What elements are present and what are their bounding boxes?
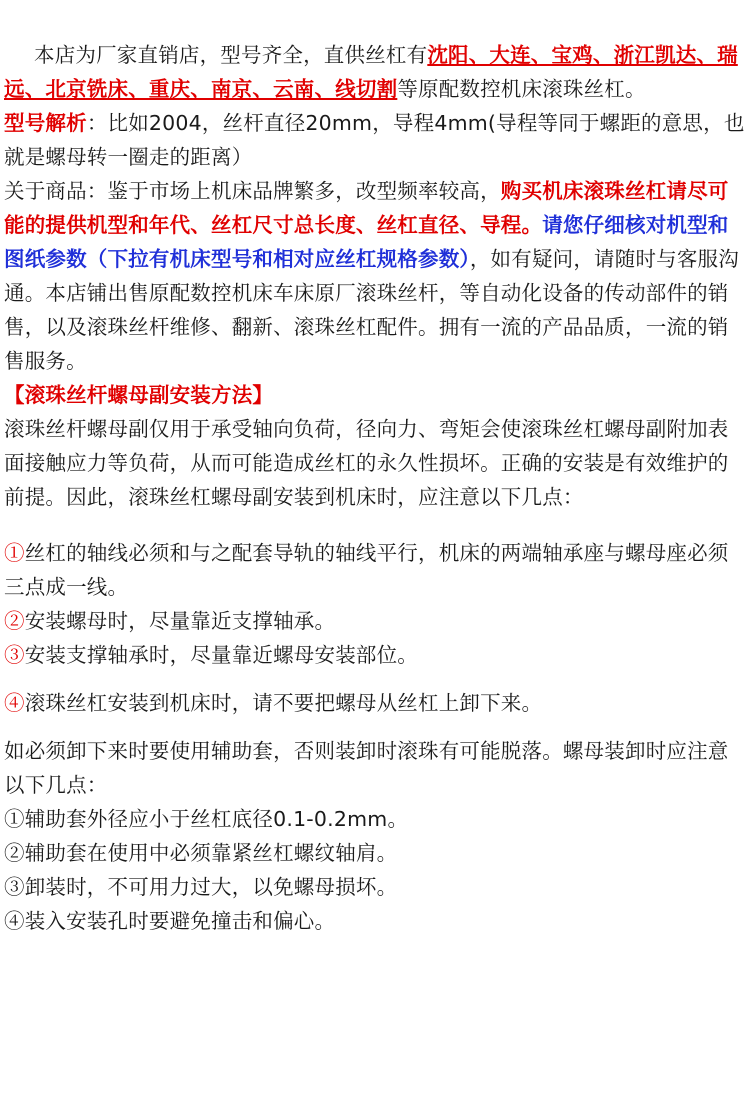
point-text: 丝杠的轴线必须和与之配套导轨的轴线平行，机床的两端轴承座与螺母座必须三点成一线。 [4, 541, 729, 599]
brand-list: 沈阳、大连、宝鸡、浙江凯达、瑞远、北京铣床、重庆、南京、云南、线切割 [4, 43, 738, 101]
removal-point: ③卸装时，不可用力过大，以免螺母损坏。 [4, 875, 398, 899]
point-number: ① [4, 541, 25, 565]
purchase-notice: 购买机床滚珠丝杠请尽可能的提供机型和年代、丝杠尺寸总长度、丝杠直径、导程。 [4, 179, 729, 237]
diameter-value: 20mm [305, 111, 373, 135]
model-text: ：比如 [86, 111, 149, 135]
removal-intro: 如必须卸下来时要使用辅助套，否则装卸时滚珠有可能脱落。螺母装卸时应注意以下几点： [4, 739, 729, 797]
removal-text: 。 [387, 807, 409, 831]
model-label: 型号解析 [4, 111, 87, 135]
check-notice: 请您仔细核对机型和图纸参数（下拉有机床型号和相对应丝杠规格参数） [4, 213, 729, 271]
removal-point [4, 802, 746, 836]
point-text: 滚珠丝杠安装到机床时，请不要把螺母从丝杠上卸下来。 [24, 691, 543, 715]
install-point [4, 638, 746, 672]
removal-point: ④装入安装孔时要避免撞击和偏心。 [4, 909, 336, 933]
point-text: 安装螺母时，尽量靠近支撑轴承。 [24, 609, 336, 633]
intro-suffix: 等原配数控机床滚珠丝杠。 [397, 77, 646, 101]
point-number: ② [4, 609, 25, 633]
point-text: 安装支撑轴承时，尽量靠近螺母安装部位。 [24, 643, 419, 667]
model-text: ，导程 [372, 111, 435, 135]
install-point [4, 536, 746, 604]
about-prefix: 关于商品：鉴于市场上机床品牌繁多，改型频率较高， [4, 179, 501, 203]
removal-point: ②辅助套在使用中必须靠紧丝杠螺纹轴肩。 [4, 841, 398, 865]
about-paragraph [4, 174, 746, 378]
install-point [4, 604, 746, 638]
model-text: ，丝杆直径 [201, 111, 306, 135]
about-suffix: ，如有疑问，请随时与客服沟通。本店铺出售原配数控机床车床原厂滚珠丝杆，等自动化设备的传动部件的销售，以及滚珠丝杆维修、翻新、滚珠丝杠配件。拥有一流的产品品质，一流的销售服务。 [4, 247, 739, 373]
clearance-value: 0.1-0.2mm [273, 807, 388, 831]
install-point [4, 686, 746, 720]
model-text: 导程等同于螺距的意思，也就是螺母转一圈走的距离） [4, 111, 745, 169]
product-description [4, 38, 746, 938]
install-heading: 【滚珠丝杆螺母副安装方法】 [4, 383, 274, 407]
intro-prefix: 本店为厂家直销店，型号齐全，直供丝杠有 [34, 43, 428, 67]
lead-value: 4mm( [434, 111, 497, 135]
model-code: 2004 [148, 111, 202, 135]
model-paragraph [4, 106, 746, 174]
point-number: ③ [4, 643, 25, 667]
intro-paragraph [4, 38, 746, 106]
removal-text: ①辅助套外径应小于丝杠底径 [4, 807, 274, 831]
install-body: 滚珠丝杆螺母副仅用于承受轴向负荷，径向力、弯矩会使滚珠丝杠螺母副附加表面接触应力等负荷，从而可能造成丝杠的永久性损坏。正确的安装是有效维护的前提。因此，滚珠丝杠螺母副安装到机床时，应注意以下几点： [4, 417, 729, 509]
point-number: ④ [4, 691, 25, 715]
